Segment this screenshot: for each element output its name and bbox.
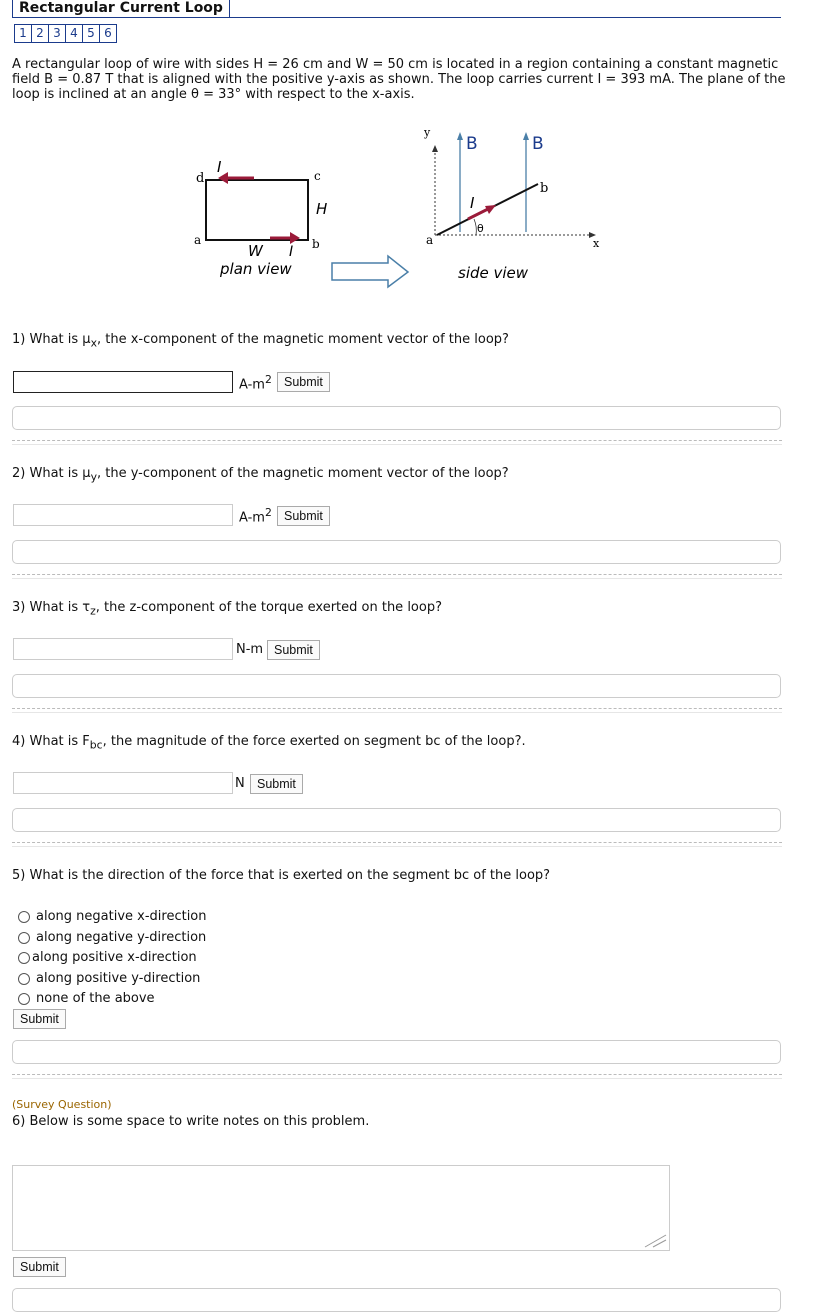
- answer-3-input[interactable]: [13, 638, 233, 660]
- radio-button[interactable]: [18, 932, 30, 944]
- answer-4-unit: N: [235, 776, 245, 791]
- survey-tag: (Survey Question): [12, 1098, 112, 1111]
- title-rule: [209, 17, 781, 18]
- submit-6-button[interactable]: Submit: [13, 1257, 66, 1277]
- option-pos-y[interactable]: along positive y-direction: [18, 971, 200, 986]
- y-axis-head: [432, 145, 438, 152]
- feedback-4: [12, 808, 781, 832]
- submit-1-button[interactable]: Submit: [277, 372, 330, 392]
- radio-button[interactable]: [18, 973, 30, 985]
- tab-6[interactable]: 6: [99, 24, 117, 43]
- label-i-top: I: [217, 158, 222, 176]
- label-h: H: [316, 200, 328, 218]
- submit-3-button[interactable]: Submit: [267, 640, 320, 660]
- label-a-side: a: [426, 233, 434, 247]
- label-i-side: I: [470, 194, 475, 212]
- submit-4-button[interactable]: Submit: [250, 774, 303, 794]
- divider-1b: [12, 444, 782, 445]
- divider-3: [12, 708, 782, 709]
- radio-button[interactable]: [18, 952, 30, 964]
- label-theta: θ: [477, 222, 484, 235]
- problem-figure: [150, 120, 630, 290]
- label-b-field-1: B: [466, 134, 478, 154]
- radio-button[interactable]: [18, 993, 30, 1005]
- tab-2[interactable]: 2: [31, 24, 49, 43]
- question-tabs: [14, 24, 116, 43]
- tab-5[interactable]: 5: [82, 24, 100, 43]
- current-arrow-bottom-head: [290, 232, 300, 244]
- question-5-text: 5) What is the direction of the force that is exerted on the segment bc of the loop?: [12, 868, 551, 883]
- answer-2-unit: $A-m^2$: [239, 506, 272, 526]
- submit-5-button[interactable]: Submit: [13, 1009, 66, 1029]
- question-6-text: 6) Below is some space to write notes on this problem.: [12, 1114, 370, 1129]
- feedback-1: [12, 406, 781, 430]
- option-pos-x[interactable]: along positive x-direction: [18, 950, 197, 965]
- label-b-plan: b: [312, 237, 320, 251]
- option-none[interactable]: none of the above: [18, 991, 155, 1006]
- divider-2: [12, 574, 782, 575]
- question-3-text: 3) What is $\tau_z$, the z-component of the torque exerted on the loop?: [12, 600, 442, 618]
- divider-5b: [12, 1078, 782, 1079]
- label-d: d: [196, 171, 205, 186]
- answer-2-input[interactable]: [13, 504, 233, 526]
- label-b-field-2: B: [532, 134, 544, 154]
- question-2-text: 2) What is $\mu_y$, the y-component of the magnetic moment vector of the loop?: [12, 466, 509, 484]
- tab-4[interactable]: 4: [65, 24, 83, 43]
- label-b-side: b: [540, 181, 549, 196]
- radio-button[interactable]: [18, 911, 30, 923]
- divider-4: [12, 842, 782, 843]
- label-x: x: [593, 237, 600, 250]
- label-i-bottom: I: [289, 244, 294, 260]
- transition-arrow: [332, 256, 408, 287]
- b-field-head-2: [523, 132, 529, 140]
- label-a-plan: a: [194, 233, 202, 247]
- divider-3b: [12, 712, 782, 713]
- label-w: W: [248, 242, 263, 260]
- feedback-6: [12, 1288, 781, 1312]
- question-4-text: 4) What is $F_{bc}$, the magnitude of the force exerted on segment bc of the loop?.: [12, 734, 526, 752]
- feedback-3: [12, 674, 781, 698]
- option-neg-x[interactable]: along negative x-direction: [18, 909, 207, 924]
- tab-1[interactable]: 1: [14, 24, 32, 43]
- page-title: Rectangular Current Loop: [12, 0, 230, 18]
- divider-5: [12, 1074, 782, 1075]
- theta-arc: [474, 219, 476, 235]
- submit-2-button[interactable]: Submit: [277, 506, 330, 526]
- problem-statement: A rectangular loop of wire with sides H = 26 cm and W = 50 cm is located in a region containing a constant magnetic field B = 0.87 T that is aligned with the positive y-axis as shown. The loop carries current I = 393 mA. The plane of the loop is inclined at an angle θ = 33° with respect to the x-axis.: [12, 57, 786, 102]
- divider-4b: [12, 846, 782, 847]
- tab-3[interactable]: 3: [48, 24, 66, 43]
- label-c: c: [314, 169, 321, 183]
- question-1-text: 1) What is $\mu_x$, the x-component of the magnetic moment vector of the loop?: [12, 332, 509, 350]
- option-neg-y[interactable]: along negative y-direction: [18, 930, 206, 945]
- divider-2b: [12, 578, 782, 579]
- label-y: y: [424, 126, 431, 139]
- divider-1: [12, 440, 782, 441]
- answer-3-unit: N-m: [236, 642, 264, 657]
- answer-1-input[interactable]: [13, 371, 233, 393]
- plan-view-loop: [206, 180, 308, 240]
- side-view-label: side view: [458, 264, 529, 282]
- b-field-head-1: [457, 132, 463, 140]
- answer-1-unit: $A-m^2$: [239, 373, 272, 393]
- feedback-5: [12, 1040, 781, 1064]
- notes-textarea[interactable]: [12, 1165, 670, 1251]
- feedback-2: [12, 540, 781, 564]
- answer-4-input[interactable]: [13, 772, 233, 794]
- resize-handle-icon[interactable]: [643, 1234, 667, 1248]
- plan-view-label: plan view: [220, 260, 292, 278]
